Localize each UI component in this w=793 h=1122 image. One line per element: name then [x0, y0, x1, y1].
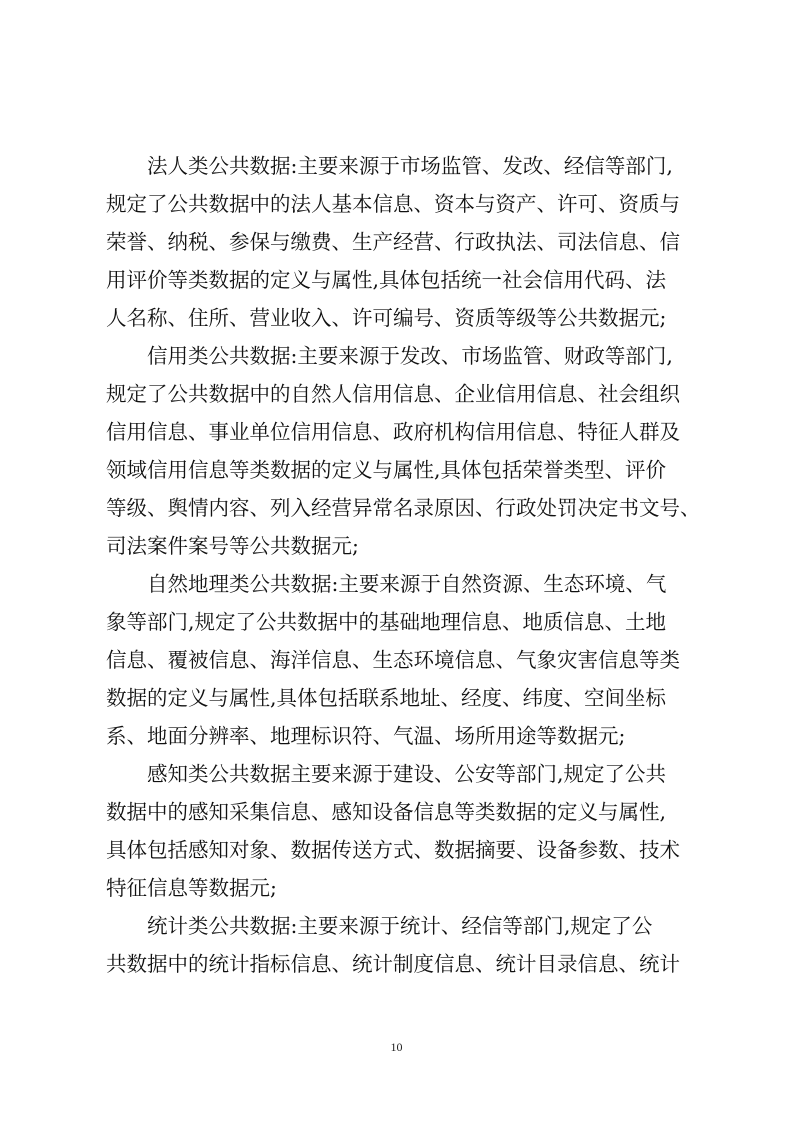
paragraph-line: 数据的定义与属性,具体包括联系地址、经度、纬度、空间坐标 [106, 686, 667, 710]
paragraph-line: 系、地面分辨率、地理标识符、气温、场所用途等数据元; [106, 724, 626, 748]
paragraph-natural-geography-data [106, 565, 694, 755]
paragraph-line: 统计类公共数据:主要来源于统计、经信等部门,规定了公 [147, 914, 653, 938]
paragraph-line: 荣誉、纳税、参保与缴费、生产经营、行政执法、司法信息、信 [106, 230, 680, 254]
paragraph-line: 共数据中的统计指标信息、统计制度信息、统计目录信息、统计 [106, 952, 680, 976]
paragraph-sensing-data [106, 755, 694, 907]
paragraph-line: 自然地理类公共数据:主要来源于自然资源、生态环境、气 [147, 572, 667, 596]
page-number: 10 [390, 1040, 403, 1054]
paragraph-line: 象等部门,规定了公共数据中的基础地理信息、地质信息、土地 [106, 610, 667, 634]
paragraph-line: 信用信息、事业单位信用信息、政府机构信用信息、特征人群及 [106, 420, 680, 444]
paragraph-line: 具体包括感知对象、数据传送方式、数据摘要、设备参数、技术 [106, 838, 680, 862]
paragraph-statistics-data [106, 907, 694, 983]
paragraph-line: 司法案件案号等公共数据元; [106, 534, 359, 558]
paragraph-legal-person-data [106, 147, 694, 337]
paragraph-line: 信息、覆被信息、海洋信息、生态环境信息、气象灾害信息等类 [106, 648, 680, 672]
paragraph-credit-data [106, 337, 701, 565]
paragraph-line: 领域信用信息等类数据的定义与属性,具体包括荣誉类型、评价 [106, 458, 667, 482]
paragraph-line: 规定了公共数据中的自然人信用信息、企业信用信息、社会组织 [106, 382, 680, 406]
paragraph-line: 特征信息等数据元; [106, 876, 277, 900]
paragraph-line: 人名称、住所、营业收入、许可编号、资质等级等公共数据元; [106, 306, 667, 330]
paragraph-line: 规定了公共数据中的法人基本信息、资本与资产、许可、资质与 [106, 192, 680, 216]
paragraph-line: 等级、舆情内容、列入经营异常名录原因、行政处罚决定书文号、 [106, 496, 701, 520]
paragraph-line: 感知类公共数据主要来源于建设、公安等部门,规定了公共 [147, 762, 667, 786]
paragraph-line: 法人类公共数据:主要来源于市场监管、发改、经信等部门, [147, 154, 673, 178]
paragraph-line: 数据中的感知采集信息、感知设备信息等类数据的定义与属性, [106, 800, 667, 824]
document-body [106, 147, 701, 983]
paragraph-line: 用评价等类数据的定义与属性,具体包括统一社会信用代码、法 [106, 268, 667, 292]
paragraph-line: 信用类公共数据:主要来源于发改、市场监管、财政等部门, [147, 344, 673, 368]
